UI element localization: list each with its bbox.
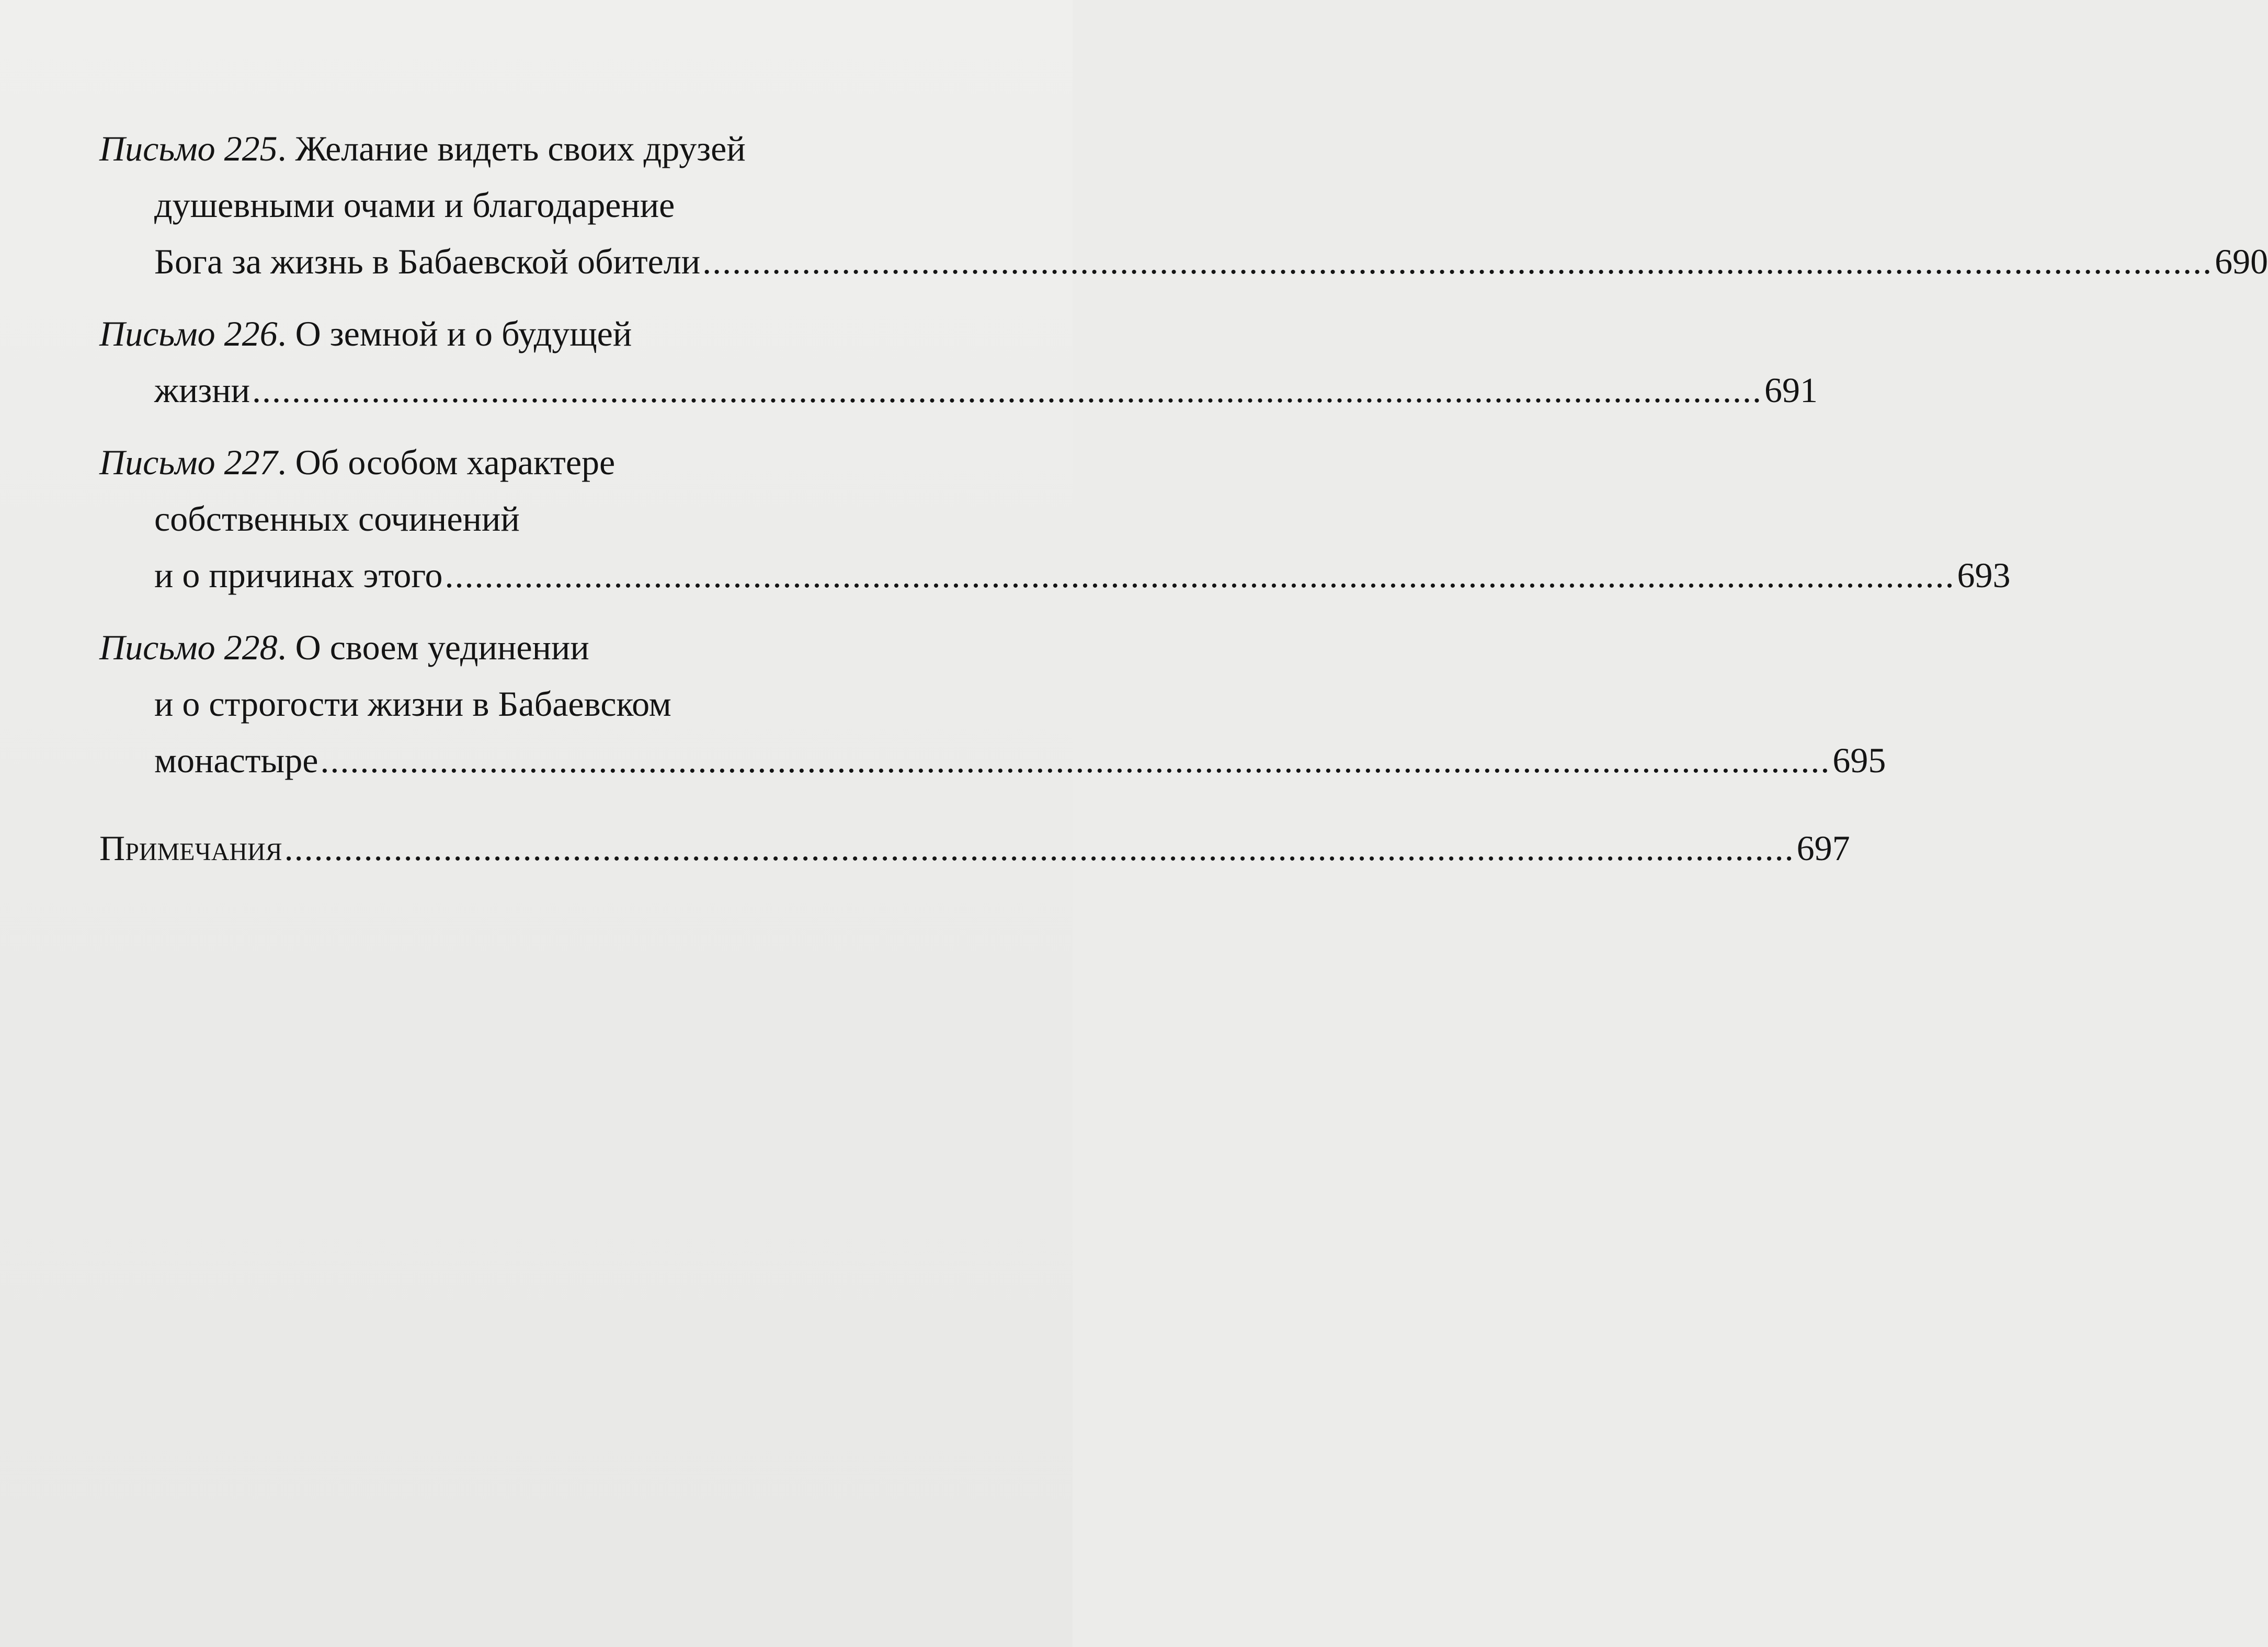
toc-entry-last-line [99,362,1818,418]
notes-label: Примечания [99,828,282,868]
entry-title-continuation: и о строгости жизни в Бабаевском [154,684,671,724]
toc-entry-continuation [99,177,999,233]
entry-title-last: жизни [154,370,250,410]
toc-entry [99,120,2268,290]
letter-label: Письмо 226 [99,314,278,353]
toc-entry-notes [99,820,1850,876]
dot-leader: ........................................................................................................................................................ [702,242,2213,281]
toc-entry-first-line [99,434,999,490]
toc-entry-continuation [99,490,999,547]
letter-label: Письмо 228 [99,627,278,667]
entry-title: . О своем уединении [277,627,589,667]
page-number: 695 [1832,740,1886,780]
toc-entry-first-line [99,305,999,362]
toc-entry [99,434,2011,603]
letter-label: Письмо 227 [99,442,278,482]
letter-label: Письмо 225 [99,129,278,168]
toc-entry [99,305,1818,418]
dot-leader: ........................................................................................................................................................ [252,370,1763,410]
entry-title-last: и о причинах этого [154,555,443,595]
dot-leader: ........................................................................................................................................................ [284,828,1795,868]
entry-title-last: Бога за жизнь в Бабаевской обители [154,242,701,281]
dot-leader: ........................................................................................................................................................ [320,740,1831,780]
page-number: 693 [1957,555,2011,595]
toc-entry [99,619,1886,788]
toc-entry-last-line [99,732,1886,788]
dot-leader: ........................................................................................................................................................ [445,555,1955,595]
entry-title: . О земной и о будущей [277,314,632,353]
entry-title-continuation: душевными очами и благодарение [154,185,675,225]
entry-title-continuation: собственных сочинений [154,499,520,539]
entry-title: . Желание видеть своих друзей [277,129,746,168]
toc-notes-line [99,820,1850,876]
toc-entry-first-line [99,619,999,676]
entry-title-last: монастыре [154,740,318,780]
toc-entry-last-line [99,233,2268,290]
toc-entry-continuation [99,676,999,732]
toc-entry-first-line [99,120,999,177]
page-number: 691 [1764,370,1818,410]
toc-entry-last-line [99,547,2011,603]
page-number: 697 [1796,828,1850,868]
entry-title: . Об особом характере [277,442,616,482]
page-number: 690 [2215,242,2268,281]
table-of-contents [99,120,2268,892]
